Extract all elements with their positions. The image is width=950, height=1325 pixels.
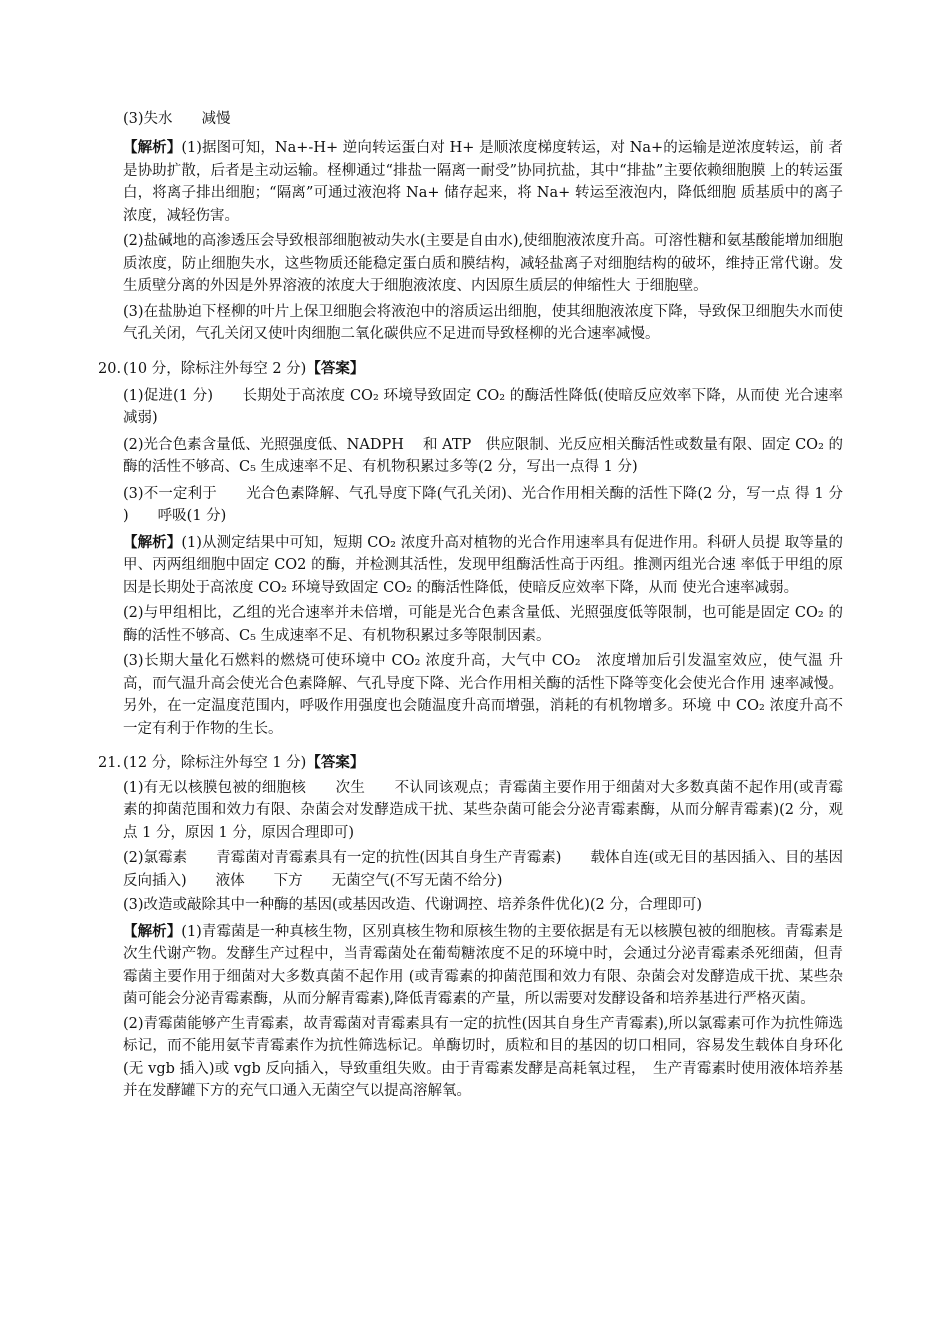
answer-21-1: (1)有无以核膜包被的细胞核 次生 不认同该观点；青霉菌主要作用于细菌对大多数真菌不起作用(或青霉素的抑菌范围和效力有限、杂菌会对发酵造成干扰、某些杂菌可能会分泌青霉素酶，从而分解青霉素)(2 分，观点 1 分，原因 1 分，原因合理即可)	[123, 779, 843, 841]
explanation-20-1: 【解析】(1)从测定结果中可知，短期 CO₂ 浓度升高对植物的光合作用速率具有促进作用。科研人员提 取等量的甲、丙两组细胞中固定 CO2 的酶，并检测其活性，发现甲组酶活性高于丙组。推测丙组光合速 率低于甲组的原因是长期处于高浓度 CO₂ 环境导致固定 CO₂ 的酶活性降低，使暗反应效率下降，从而 使光合速率减弱。	[123, 533, 844, 596]
question-21-header: (12 分，除标注外每空 1 分)【答案】	[123, 754, 365, 771]
explanation-19	[123, 137, 843, 346]
explanation-19-3: (3)在盐胁迫下柽柳的叶片上保卫细胞会将液泡中的溶质运出细胞，使其细胞液浓度下降，导致保卫细胞失水而使气孔关闭，气孔关闭又使叶肉细胞二氧化碳供应不足进而导致柽柳的光合速率减慢。	[123, 303, 843, 342]
question-number-21: 21.	[98, 755, 122, 771]
question-20	[123, 358, 843, 740]
answer-tag: 【答案】	[306, 754, 365, 771]
question-number-20: 20.	[98, 361, 122, 377]
explanation-tag: 【解析】	[123, 533, 182, 551]
answer-21-2: (2)氯霉素 青霉菌对青霉素具有一定的抗性(因其自身生产青霉素) 载体自连(或无目的基因插入、目的基因反向插入) 液体 下方 无菌空气(不写无菌不给分)	[123, 850, 843, 889]
explanation-19-2: (2)盐碱地的高渗透压会导致根部细胞被动失水(主要是自由水),使细胞液浓度升高。可溶性糖和氨基酸能增加细胞质浓度，防止细胞失水，这些物质还能稳定蛋白质和膜结构，减轻盐离子对细胞结构的破坏，维持正常代谢。发生质壁分离的外因是外界溶液的浓度大于细胞液浓度、内因原生质层的伸缩性大 于细胞壁。	[123, 233, 843, 294]
answer-20-1: (1)促进(1 分) 长期处于高浓度 CO₂ 环境导致固定 CO₂ 的酶活性降低(使暗反应效率下降，从而使 光合速率减弱)	[123, 387, 843, 426]
explanation-tag: 【解析】	[123, 139, 182, 156]
explanation-19-1: 【解析】(1)据图可知，Na+-H+ 逆向转运蛋白对 H+ 是顺浓度梯度转运，对 Na+的运输是逆浓度转运，前 者是协助扩散，后者是主动运输。柽柳通过“排盐一隔离一耐受”协同抗盐，其中“排盐”主要依赖细胞膜 上的转运蛋白，将离子排出细胞；“隔离”可通过液泡将 Na+ 储存起来，将 Na+ 转运至液泡内，降低细胞 质基质中的离子浓度，减轻伤害。	[123, 139, 843, 224]
answer-20-2: (2)光合色素含量低、光照强度低、NADPH 和 ATP 供应限制、光反应相关酶活性或数量有限、固定 CO₂ 的酶的活性不够高、C₅ 生成速率不足、有机物积累过多等(2 分，写出一点得 1 分)	[123, 436, 843, 475]
explanation-21-2: (2)青霉菌能够产生青霉素，故青霉菌对青霉素具有一定的抗性(因其自身生产青霉素),所以氯霉素可作为抗性筛选标记，而不能用氨苄青霉素作为抗性筛选标记。单酶切时，质粒和目的基因的切口相同，容易发生载体自身环化(无 vgb 插入)或 vgb 反向插入，导致重组失败。由于青霉素发酵是高耗氧过程， 生产青霉素时使用液体培养基并在发酵罐下方的充气口通入无菌空气以提高溶解氧。	[123, 1015, 843, 1099]
explanation-tag: 【解析】	[123, 922, 182, 940]
answer-tag: 【答案】	[306, 360, 365, 377]
answer-21-3: (3)改造或敲除其中一种酶的基因(或基因改造、代谢调控、培养条件优化)(2 分，合理即可)	[123, 897, 702, 913]
question-20-header: (10 分，除标注外每空 2 分)【答案】	[123, 360, 365, 377]
explanation-20-3: (3)长期大量化石燃料的燃烧可使环境中 CO₂ 浓度升高，大气中 CO₂ 浓度增加后引发温室效应，使气温 升高，而气温升高会使光合色素降解、气孔导度下降、光合作用相关酶的活性下降等变化会使光合作用 速率减慢。另外，在一定温度范围内，呼吸作用强度也会随温度升高而增强，消耗的有机物增多。环境 中 CO₂ 浓度升高不一定有利于作物的生长。	[123, 653, 843, 737]
explanation-20-2: (2)与甲组相比，乙组的光合速率并未倍增，可能是光合色素含量低、光照强度低等限制，也可能是固定 CO₂ 的酶的活性不够高、C₅ 生成速率不足、有机物积累过多等限制因素。	[123, 605, 843, 644]
explanation-21-1: 【解析】(1)青霉菌是一种真核生物，区别真核生物和原核生物的主要依据是有无以核膜包被的细胞核。青霉素是次生代谢产物。发酵生产过程中，当青霉菌处在葡萄糖浓度不足的环境中时，会通过分泌青霉素杀死细菌，但青霉菌主要作用于细菌对大多数真菌不起作用 (或青霉素的抑菌范围和效力有限、杂菌会对发酵造成干扰、某些杂菌可能会分泌青霉素酶，从而分解青霉素),降低青霉素的产量，所以需要对发酵设备和培养基进行严格灭菌。	[123, 922, 843, 1007]
answer-19-3: (3)失水 减慢	[123, 111, 231, 127]
question-21	[123, 752, 843, 1103]
answer-20-3: (3)不一定利于 光合色素降解、气孔导度下降(气孔关闭)、光合作用相关酶的活性下降(2 分，写一点 得 1 分 ) 呼吸(1 分)	[123, 485, 843, 524]
